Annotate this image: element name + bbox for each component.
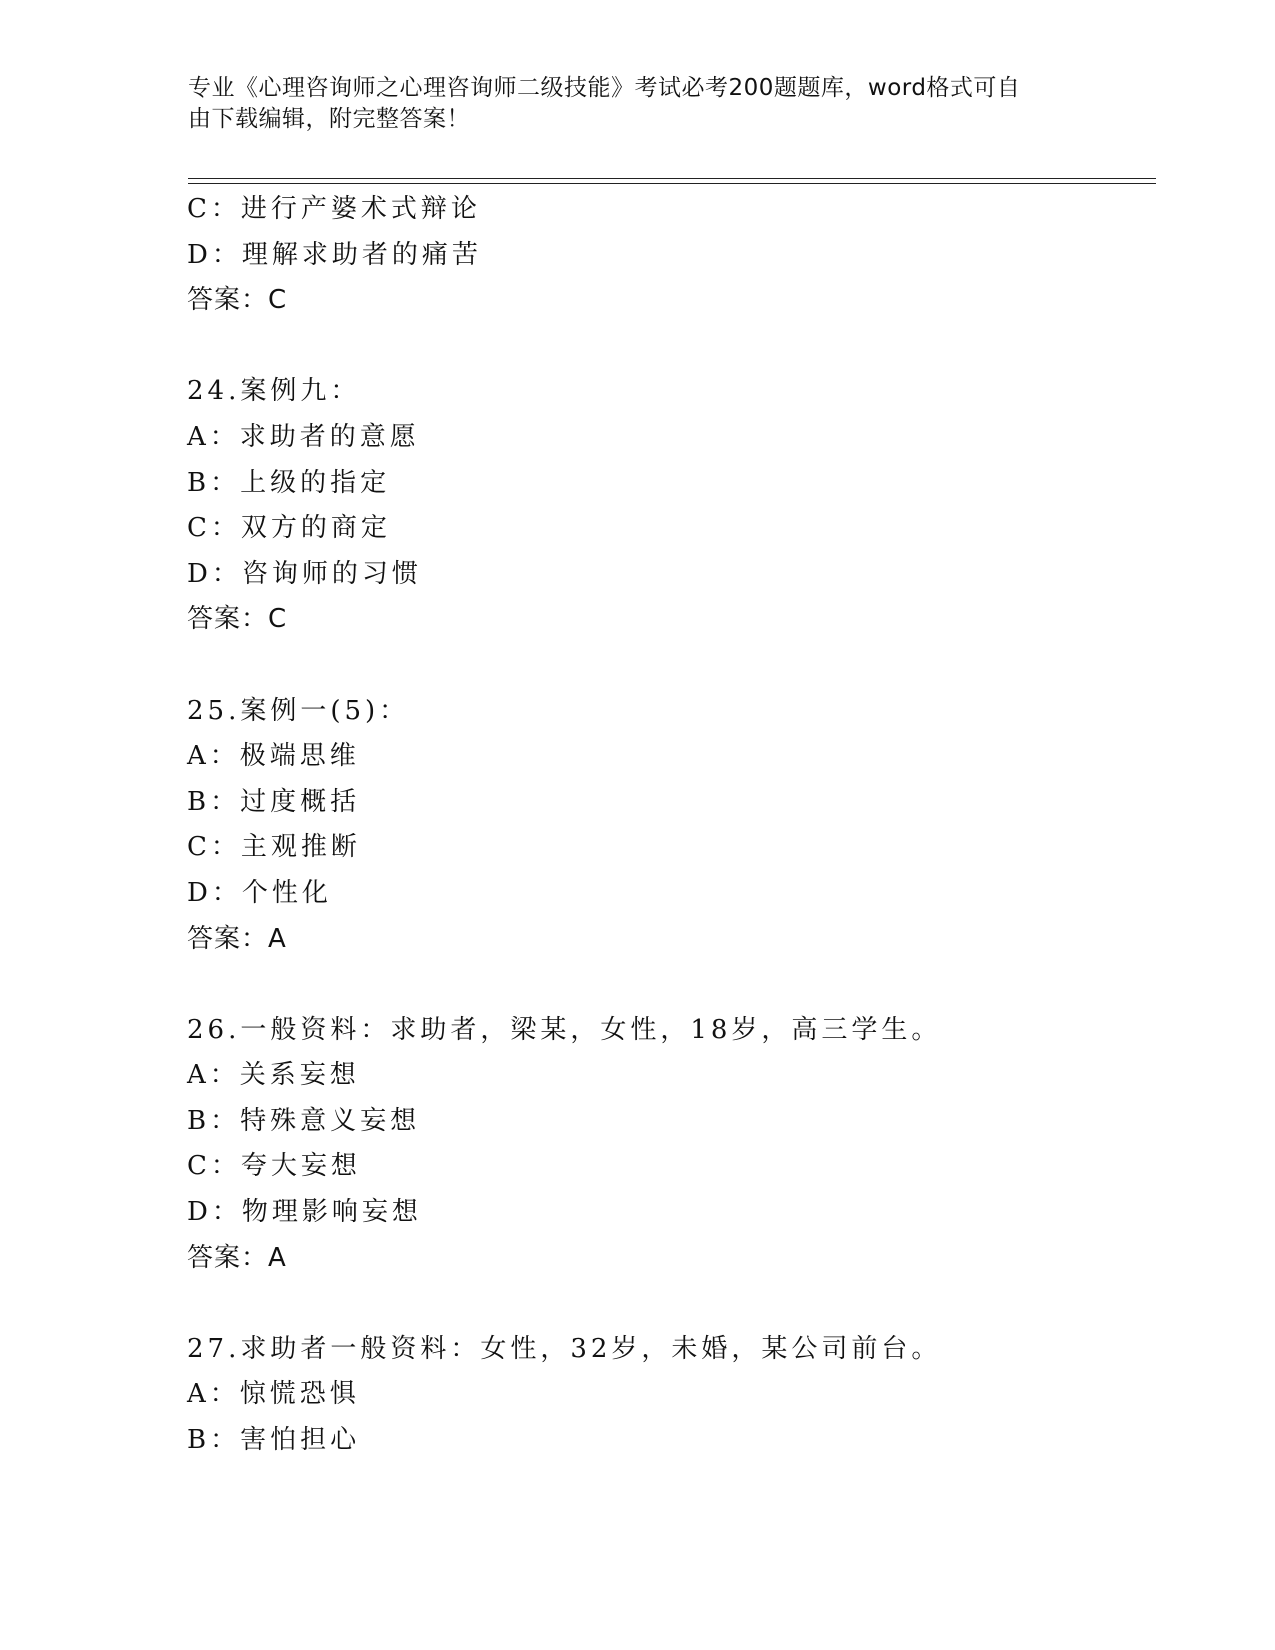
option-line: D：物理影响妄想 [187, 1197, 422, 1228]
header-double-rule [188, 178, 1156, 184]
option-line: B：过度概括 [187, 786, 361, 817]
option-line: D：咨询师的习惯 [187, 558, 422, 589]
document-header [188, 73, 1068, 135]
option-line: A：极端思维 [187, 741, 360, 772]
blank-line [187, 324, 1155, 370]
header-line-1: 专业《心理咨询师之心理咨询师二级技能》考试必考200题题库，word格式可自 [188, 75, 1021, 101]
header-line-2: 由下载编辑，附完整答案！ [188, 106, 470, 132]
question-list [187, 187, 1155, 1464]
option-line: D：个性化 [187, 877, 332, 908]
answer-line: 答案：C [187, 285, 288, 316]
answer-line: 答案：C [187, 604, 288, 635]
option-line: C：进行产婆术式辩论 [187, 194, 481, 224]
question-stem: 25.案例一(5)： [187, 695, 410, 726]
option-line: A：求助者的意愿 [187, 421, 420, 452]
blank-line [187, 643, 1155, 689]
option-line: A：关系妄想 [187, 1060, 360, 1091]
question-stem: 26.一般资料：求助者，梁某，女性，18岁，高三学生。 [187, 1014, 942, 1045]
option-line: A：惊慌恐惧 [187, 1379, 360, 1410]
option-line: B：特殊意义妄想 [187, 1105, 421, 1136]
question-stem: 24.案例九： [187, 376, 361, 407]
option-line: C：主观推断 [187, 832, 361, 863]
question-stem: 27.求助者一般资料：女性，32岁，未婚，某公司前台。 [187, 1333, 942, 1364]
answer-line: 答案：A [187, 923, 287, 954]
option-line: B：上级的指定 [187, 467, 391, 498]
option-line: C：双方的商定 [187, 513, 391, 544]
option-line: C：夸大妄想 [187, 1151, 361, 1182]
option-line: D：理解求助者的痛苦 [187, 239, 482, 270]
answer-line: 答案：A [187, 1242, 287, 1273]
option-line: B：害怕担心 [187, 1425, 361, 1456]
blank-line [187, 1281, 1155, 1327]
blank-line [187, 962, 1155, 1008]
